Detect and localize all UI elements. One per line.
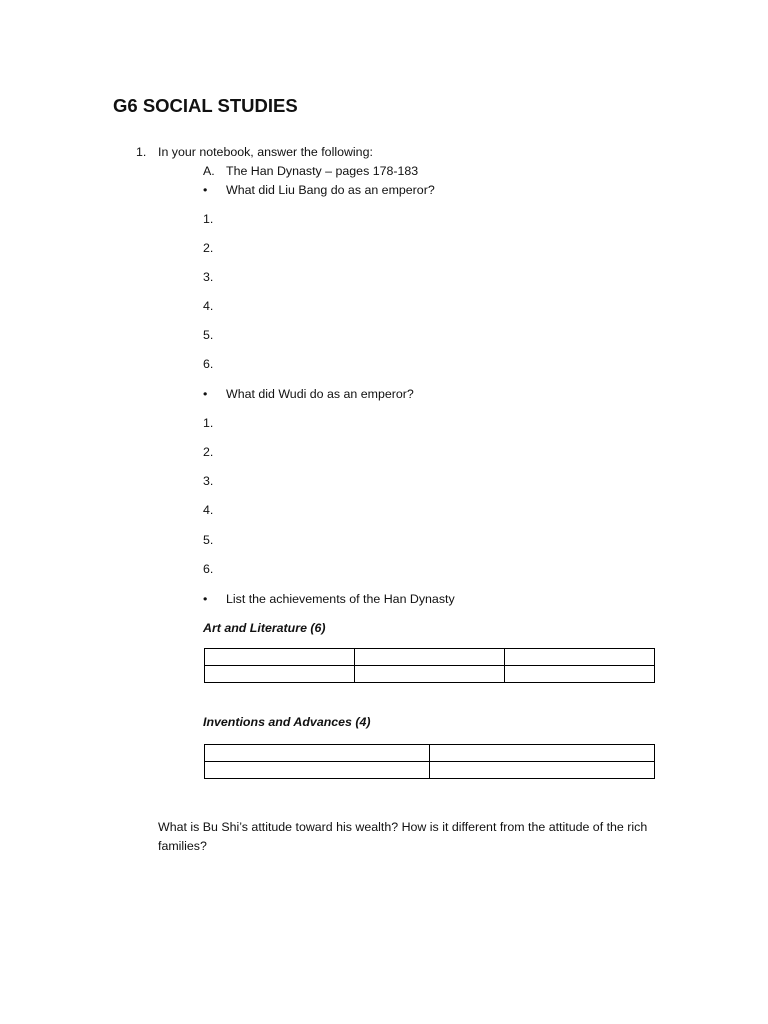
page-title: G6 SOCIAL STUDIES — [113, 95, 298, 116]
table-cell[interactable] — [505, 666, 655, 683]
liu-bang-answer-line: 2. — [203, 241, 214, 255]
table-cell[interactable] — [205, 762, 430, 779]
table-cell[interactable] — [430, 762, 655, 779]
liu-bang-answer-line: 3. — [203, 270, 214, 284]
bu-shi-question: What is Bu Shi’s attitude toward his wealth? How is it different from the attitude of the rich families? — [158, 820, 648, 853]
table-cell[interactable] — [505, 649, 655, 666]
table-cell[interactable] — [205, 745, 430, 762]
question-wudi: What did Wudi do as an emperor? — [226, 387, 414, 401]
wudi-answer-line: 5. — [203, 533, 214, 547]
liu-bang-answer-line: 4. — [203, 299, 214, 313]
wudi-answer-line: 1. — [203, 416, 214, 430]
table-cell[interactable] — [355, 666, 505, 683]
table-row — [205, 649, 655, 666]
wudi-answer-line: 6. — [203, 562, 214, 576]
wudi-answer-line: 3. — [203, 474, 214, 488]
table-cell[interactable] — [205, 666, 355, 683]
inventions-table — [204, 744, 655, 779]
part-letter: A. — [203, 164, 215, 178]
liu-bang-answer-line: 1. — [203, 212, 214, 226]
table-row — [205, 762, 655, 779]
table-row — [205, 666, 655, 683]
table-cell[interactable] — [355, 649, 505, 666]
bullet-icon: • — [203, 183, 208, 197]
inventions-heading: Inventions and Advances (4) — [203, 715, 371, 729]
table-row — [205, 745, 655, 762]
question-text: In your notebook, answer the following: — [158, 145, 373, 159]
art-literature-table — [204, 648, 655, 683]
question-liu-bang: What did Liu Bang do as an emperor? — [226, 183, 435, 197]
liu-bang-answer-line: 5. — [203, 328, 214, 342]
table-cell[interactable] — [205, 649, 355, 666]
wudi-answer-line: 4. — [203, 503, 214, 517]
part-text: The Han Dynasty – pages 178-183 — [226, 164, 419, 178]
bullet-icon: • — [203, 592, 208, 606]
bullet-icon: • — [203, 387, 208, 401]
question-achievements: List the achievements of the Han Dynasty — [226, 592, 455, 606]
table-cell[interactable] — [430, 745, 655, 762]
wudi-answer-line: 2. — [203, 445, 214, 459]
liu-bang-answer-line: 6. — [203, 357, 214, 371]
question-number: 1. — [136, 145, 147, 159]
art-literature-heading: Art and Literature (6) — [203, 621, 326, 635]
